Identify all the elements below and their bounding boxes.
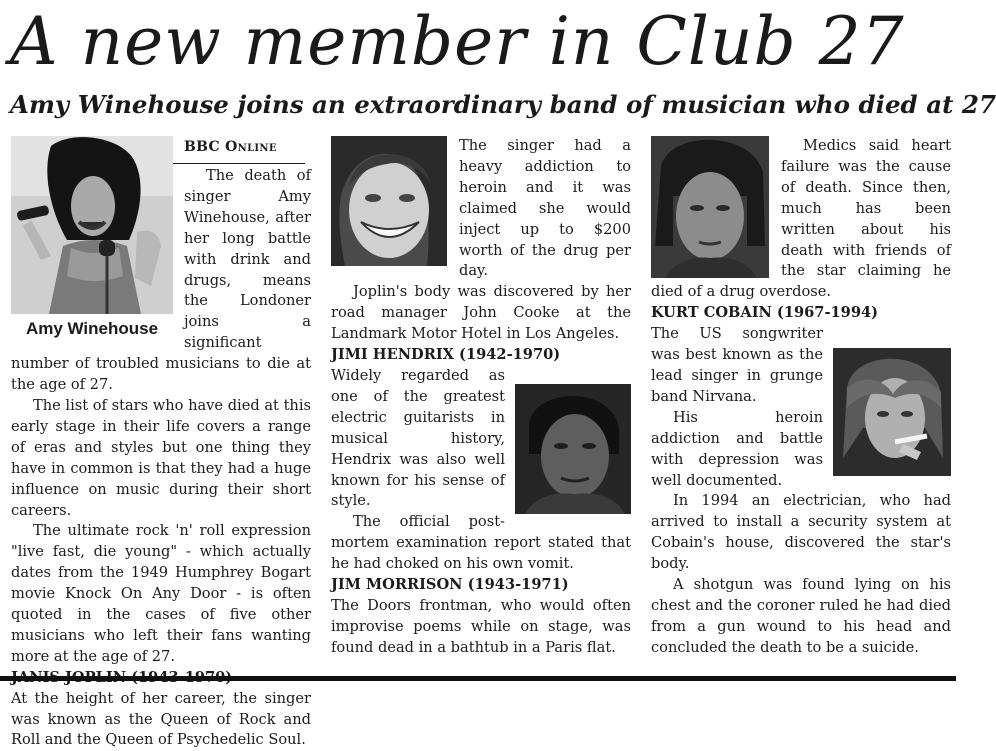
live-fast-paragraph: The ultimate rock 'n' roll expression "live fast, die young" - which actually dates from the 1949 Humphrey Bogart movie Knock On Any Door - is often quoted in the cases of five other musicians who left their fans wanting more at the age of 27. <box>11 522 311 665</box>
hendrix-paragraph-1: Widely regarded as one of the greatest electric guitarists in musical history, Hendrix was also well known for his sense of style. <box>331 366 505 510</box>
eras-paragraph: The list of stars who have died at this early stage in their life covers a range of eras and styles but one thing they have in common is that they had a huge influence on music during their short careers. <box>11 396 311 519</box>
amy-photo-block <box>11 136 173 342</box>
intro-paragraph: The death of singer Amy Winehouse, after her long battle with drink and drugs, means the Londoner joins a significant number of troubled musicians to die at the age of 27. <box>11 167 311 394</box>
jimi-hendrix-photo <box>515 384 631 514</box>
cobain-paragraph-3: In 1994 an electrician, who had arrived to install a security system at Cobain's house, discovered the star's body. <box>651 492 951 573</box>
source-byline: BBC Online <box>184 139 277 155</box>
headline: A new member in Club 27 <box>10 3 905 80</box>
subheadline: Amy Winehouse joins an extraordinary band of musician who died at 27 <box>10 90 996 119</box>
cobain-paragraph-4: A shotgun was found lying on his chest and the coroner ruled he had died from a gun wound to his head and concluded the death to be a suicide. <box>651 576 951 656</box>
jimi-hendrix-image <box>515 384 631 514</box>
kurt-cobain-image <box>833 348 951 476</box>
joplin-paragraph-3: Joplin's body was discovered by her road manager John Cooke at the Landmark Motor Hotel in Los Angeles. <box>331 283 631 343</box>
cobain-heading: KURT COBAIN (1967-1994) <box>651 304 879 322</box>
janis-joplin-image <box>331 136 447 266</box>
column-2 <box>331 136 631 676</box>
janis-joplin-photo <box>331 136 447 266</box>
kurt-cobain-photo <box>833 348 951 476</box>
morrison-heading: JIM MORRISON (1943-1971) <box>331 576 569 594</box>
hendrix-paragraph-2: The official post-mortem examination report stated that he had choked on his own vomit. <box>331 513 631 573</box>
photo-caption: Amy Winehouse <box>25 319 159 338</box>
amy-winehouse-image <box>11 136 173 314</box>
cobain-paragraph-2: His heroin addiction and battle with depression was well documented. <box>651 408 823 489</box>
column-3 <box>651 136 951 676</box>
morrison-paragraph-2: Medics said heart failure was the cause of death. Since then, much has been written about his death with friends of the star claiming he died of a drug overdose. <box>651 137 951 301</box>
cobain-paragraph-1: The US songwriter was best known as the lead singer in grunge band Nirvana. <box>651 325 823 405</box>
morrison-paragraph-1: The Doors frontman, who would often improvise poems while on stage, was found dead in a bathtub in a Paris flat. <box>331 596 631 656</box>
column-1 <box>11 136 311 749</box>
jim-morrison-photo <box>651 136 769 278</box>
amy-winehouse-photo <box>11 136 173 314</box>
hendrix-heading: JIMI HENDRIX (1942-1970) <box>331 346 561 364</box>
bottom-border <box>0 676 956 681</box>
jim-morrison-image <box>651 136 769 278</box>
joplin-paragraph-2: The singer had a heavy addiction to heroin and it was claimed she would inject up to $200 worth of the drug per day. <box>459 137 631 280</box>
joplin-paragraph-1: At the height of her career, the singer was known as the Queen of Rock and Roll and the Queen of Psychedelic Soul. <box>11 689 311 749</box>
